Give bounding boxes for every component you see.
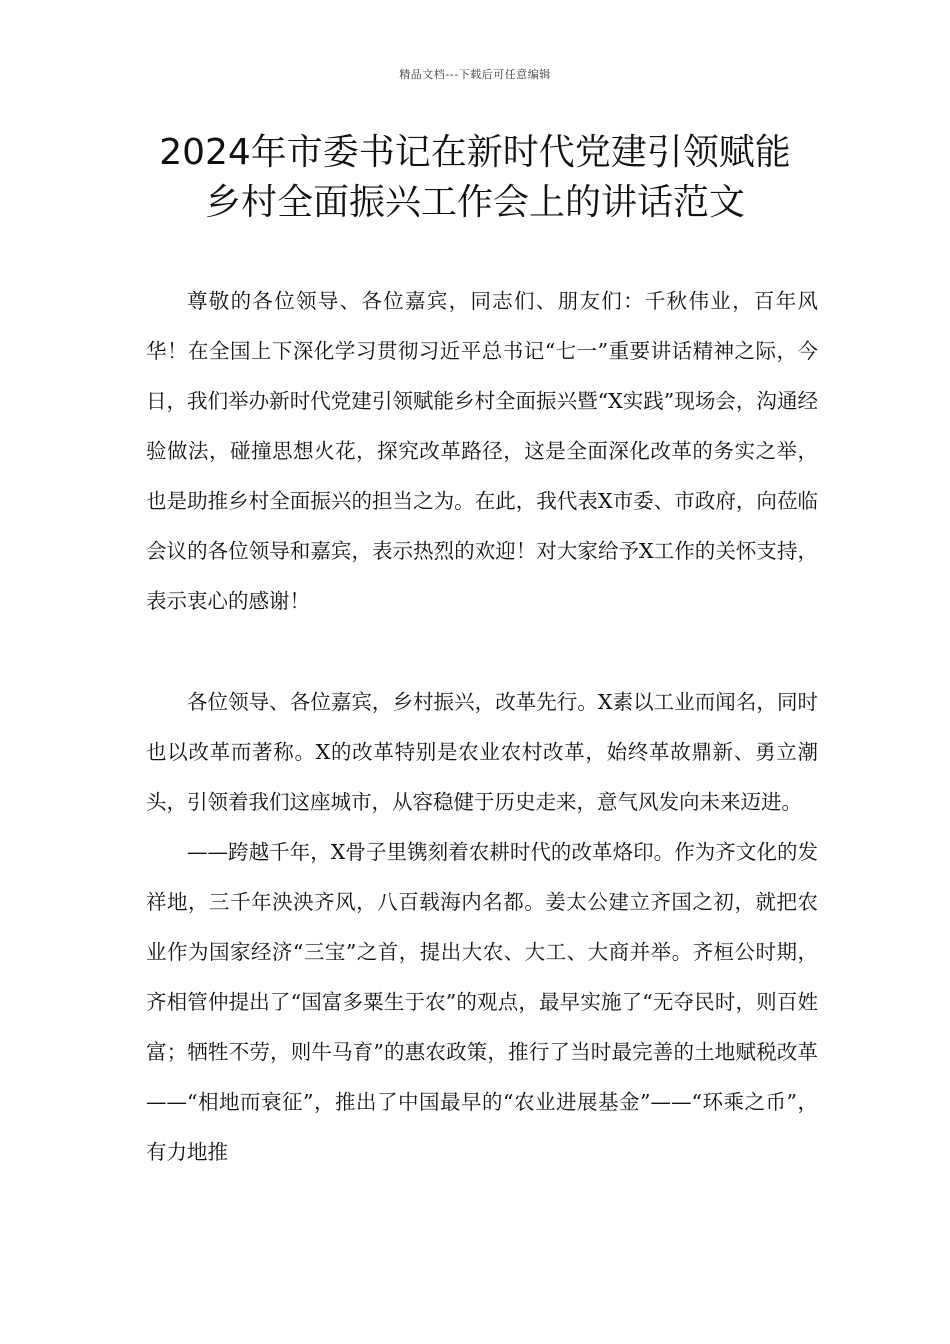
title-line-2: 乡村全面振兴工作会上的讲话范文 — [204, 182, 745, 223]
header-note: 精品文档---下载后可任意编辑 — [399, 68, 551, 81]
body-section-1 — [146, 276, 818, 626]
paragraph-1: 尊敬的各位领导、各位嘉宾，同志们、朋友们：千秋伟业，百年风华！在全国上下深化学习贯彻习近平总书记“七一”重要讲话精神之际，今日，我们举办新时代党建引领赋能乡村全面振兴暨“X实践”现场会，沟通经验做法，碰撞思想火花，探究改革路径，这是全面深化改革的务实之举，也是助推乡村全面振兴的担当之为。在此，我代表X市委、市政府，向莅临会议的各位领导和嘉宾，表示热烈的欢迎！对大家给予X工作的关怀支持，表示衷心的感谢！ — [146, 289, 818, 613]
page-title — [60, 128, 890, 228]
body-section-2 — [146, 677, 818, 1177]
paragraph-2: 各位领导、各位嘉宾，乡村振兴，改革先行。X素以工业而闻名，同时也以改革而著称。X的改革特别是农业农村改革，始终革故鼎新、勇立潮头，引领着我们这座城市，从容稳健于历史走来，意气风发向未来迈进。 — [146, 690, 818, 814]
title-line-1: 2024年市委书记在新时代党建引领赋能 — [159, 132, 791, 173]
paragraph-3: ——跨越千年，X骨子里镌刻着农耕时代的改革烙印。作为齐文化的发祥地，三千年泱泱齐风，八百载海内名都。姜太公建立齐国之初，就把农业作为国家经济“三宝”之首，提出大农、大工、大商并举。齐桓公时期，齐相管仲提出了“国富多粟生于农”的观点，最早实施了“无夺民时，则百姓富；牺牲不劳，则牛马育”的惠农政策，推行了当时最完善的土地赋税改革——“相地而衰征”，推出了中国最早的“农业进展基金”——“环乘之币”，有力地推 — [146, 840, 818, 1164]
